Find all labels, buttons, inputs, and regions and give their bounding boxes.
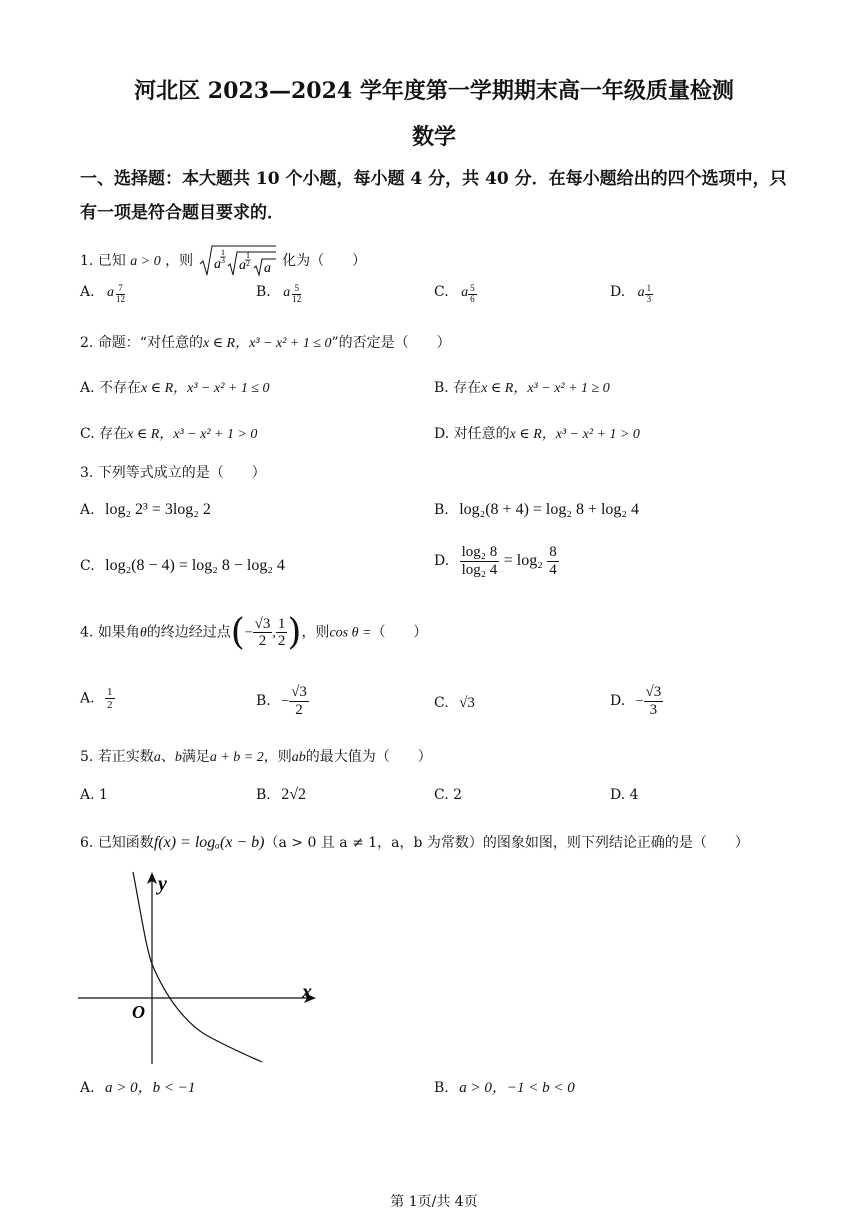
question-2-stem	[80, 332, 451, 352]
q4-right-paren: )	[287, 612, 302, 653]
q4-option-b-num: √3	[291, 684, 307, 700]
q5-var-a: a	[153, 750, 161, 765]
q6-function: f(x) = logₐ(x − b)	[153, 834, 265, 851]
x-axis-label: x	[302, 981, 312, 1003]
q1-option-c-label: C.	[434, 284, 449, 300]
svg-text:3: 3	[220, 256, 225, 265]
q4-ask: cos θ =	[329, 625, 372, 641]
q4-option-d-num: √3	[645, 684, 662, 700]
q5-option-b-math: 2√2	[281, 786, 306, 803]
question-3-stem	[80, 462, 266, 482]
q4-point-x-den: 2	[258, 633, 267, 649]
q1-option-d-exp-den: 3	[646, 293, 652, 304]
q3-option-d-rhs-fraction	[547, 544, 559, 578]
q2-option-a[interactable]	[80, 377, 270, 397]
q1-option-b-base: a	[283, 285, 291, 300]
q4-option-b-den: 2	[295, 701, 303, 718]
q4-option-c-math: √3	[459, 695, 475, 711]
y-axis-label: y	[158, 873, 167, 895]
q2-option-c-math: x ∈ R，x³ − x² + 1 > 0	[127, 427, 258, 442]
q5-mid2: ，则	[263, 749, 292, 765]
q1-option-b[interactable]	[256, 284, 303, 305]
question-1-stem	[80, 244, 366, 278]
q4-point-y	[276, 616, 288, 650]
q3-option-d-lhs-fraction	[460, 544, 500, 578]
q3-option-a-label: A.	[80, 502, 95, 518]
q1-option-d-exp-num: 1	[646, 283, 652, 293]
q5-sep: 、	[160, 749, 175, 765]
subject-title: 数学	[411, 124, 456, 150]
q2-number: 2.	[80, 335, 94, 351]
q4-option-d[interactable]	[610, 684, 663, 718]
q2-option-b-text: 存在	[453, 380, 482, 396]
question-6-stem	[80, 832, 749, 852]
origin-label: O	[132, 1002, 145, 1022]
q1-option-b-exp-den: 12	[292, 293, 302, 304]
q4-left-paren: (	[230, 612, 245, 653]
q5-option-c-math: 2	[453, 787, 463, 803]
q1-option-c[interactable]	[434, 284, 477, 305]
q5-option-a-math: 1	[99, 787, 108, 803]
q3-option-c[interactable]	[80, 557, 285, 575]
q1-option-c-exp-den: 6	[470, 293, 475, 304]
q2-option-a-text: 不存在	[99, 380, 142, 396]
q4-option-a-den: 2	[107, 699, 113, 712]
q2-option-a-label: A.	[80, 380, 95, 396]
q5-option-a-label: A.	[80, 787, 95, 803]
q2-option-d-label: D.	[434, 426, 450, 442]
q4-option-d-sign: −	[635, 694, 644, 709]
q5-option-c-label: C.	[434, 787, 449, 803]
q6-pre: 已知函数	[97, 835, 154, 851]
question-5-stem	[80, 746, 432, 766]
q3-option-b-label: B.	[434, 502, 449, 518]
q1-option-c-exp-num: 5	[470, 283, 475, 293]
svg-text:2: 2	[245, 259, 250, 268]
q4-point-y-num: 1	[277, 615, 286, 632]
q1-option-a-label: A.	[80, 284, 95, 300]
q5-pre: 若正实数	[97, 749, 154, 765]
q4-option-a[interactable]	[80, 686, 115, 711]
q5-option-d[interactable]	[610, 787, 639, 803]
q1-post: 化为（ ）	[282, 253, 367, 269]
q2-option-c[interactable]	[80, 423, 257, 443]
q6-number: 6.	[80, 835, 94, 851]
q6-option-b-math: a > 0，−1 < b < 0	[459, 1080, 575, 1096]
q2-option-d[interactable]	[434, 423, 640, 443]
exam-title: 河北区 2023—2024 学年度第一学期期末高一年级质量检测	[134, 78, 734, 104]
q3-option-d-rhs-den: 4	[549, 561, 557, 578]
q4-number: 4.	[80, 624, 94, 641]
q2-stem-math: x ∈ R，x³ − x² + 1 ≤ 0	[202, 336, 332, 351]
q5-option-c[interactable]	[434, 787, 462, 803]
q3-option-d-lhs-den: log₂ 4	[461, 561, 498, 578]
q6-option-b-label: B.	[434, 1080, 449, 1096]
q1-option-d-base: a	[637, 285, 645, 300]
q5-number: 5.	[80, 749, 94, 765]
q2-option-a-math: x ∈ R，x³ − x² + 1 ≤ 0	[141, 381, 270, 396]
q1-option-a-base: a	[107, 285, 115, 300]
q1-option-a[interactable]	[80, 284, 127, 305]
q2-option-c-label: C.	[80, 426, 95, 442]
nested-radical-expression	[198, 244, 278, 278]
q3-option-d-label: D.	[434, 553, 450, 569]
q3-number: 3.	[80, 465, 94, 481]
svg-text:a: a	[213, 257, 221, 272]
q2-option-d-text: 对任意的	[453, 426, 510, 442]
q5-option-a[interactable]	[80, 787, 108, 803]
q3-option-c-math: log₂(8 − 4) = log₂ 8 − log₂ 4	[105, 557, 285, 574]
q3-option-b-math: log₂(8 + 4) = log₂ 8 + log₂ 4	[459, 501, 639, 518]
page-footer: 第 1页/共 4页	[390, 1194, 478, 1210]
q6-option-a-math: a > 0，b < −1	[105, 1080, 196, 1096]
q6-option-a-label: A.	[80, 1080, 95, 1096]
q3-option-a[interactable]	[80, 501, 211, 519]
q3-option-d-rhs: = log₂	[503, 552, 543, 569]
q5-option-d-math: 4	[629, 787, 639, 803]
q5-option-b-label: B.	[256, 787, 271, 803]
q3-option-a-math: log₂ 2³ = 3log₂ 2	[105, 501, 211, 518]
q4-mid: 的终边经过点	[146, 624, 231, 641]
q1-condition: a > 0	[130, 254, 161, 269]
svg-text:a: a	[263, 261, 271, 276]
q5-option-b[interactable]	[256, 786, 306, 804]
q1-option-a-exp-den: 12	[116, 293, 126, 304]
q6-option-b[interactable]	[434, 1076, 575, 1097]
q4-option-d-label: D.	[610, 693, 626, 709]
section-header-line1: 一、选择题：本大题共 10 个小题，每小题 4 分，共 40 分．在每小题给出的四个选项中，只	[80, 169, 787, 189]
q5-ab: ab	[291, 750, 306, 765]
section-header-line2: 有一项是符合题目要求的．	[80, 203, 284, 223]
q5-post: 的最大值为（ ）	[305, 749, 432, 765]
q2-option-b-label: B.	[434, 380, 449, 396]
q5-var-b: b	[174, 750, 182, 765]
q4-option-b-label: B.	[256, 693, 271, 709]
q4-option-a-label: A.	[80, 690, 95, 707]
q3-option-b[interactable]	[434, 501, 639, 519]
q2-stem-post: ”的否定是（ ）	[331, 335, 451, 351]
q6-option-a[interactable]	[80, 1076, 195, 1097]
q2-option-c-text: 存在	[99, 426, 128, 442]
q4-option-a-fraction	[105, 686, 115, 711]
q4-option-a-num: 1	[107, 686, 113, 698]
q1-option-d[interactable]	[610, 284, 653, 305]
q3-option-d[interactable]	[434, 544, 559, 578]
q4-option-d-den: 3	[649, 701, 658, 718]
q3-option-c-label: C.	[80, 558, 95, 574]
q4-point-x	[253, 616, 273, 650]
q2-stem-pre: 命题：“对任意的	[97, 335, 203, 351]
question-4-stem: 4. 如果角θ的终边经过点(− $\frac{√3}{2}$ , $\frac{1}{2}$ )，则cos θ =（ ）	[80, 612, 428, 653]
q4-pre: 如果角	[97, 624, 140, 641]
q4-tail: （ ）	[371, 624, 428, 641]
svg-text:1: 1	[245, 251, 250, 260]
q1-pre: 已知	[97, 253, 126, 269]
q1-option-b-label: B.	[256, 284, 271, 300]
q3-stem: 下列等式成立的是（ ）	[97, 465, 266, 481]
q4-post: ，则	[301, 624, 330, 641]
q1-option-a-exp-num: 7	[118, 283, 123, 293]
q5-mid: 满足	[181, 749, 210, 765]
q4-theta: θ	[139, 625, 147, 641]
q2-option-b-math: x ∈ R，x³ − x² + 1 ≥ 0	[481, 381, 610, 396]
q4-option-c[interactable]	[434, 695, 475, 712]
q4-option-d-fraction	[644, 684, 664, 718]
q4-option-c-label: C.	[434, 695, 449, 711]
q1-mid: ，则	[165, 253, 194, 269]
q1-option-d-label: D.	[610, 284, 626, 300]
q6-function-graph	[76, 868, 326, 1068]
q4-option-b-fraction	[289, 684, 309, 718]
q5-condition: a + b = 2	[209, 750, 264, 765]
q3-option-d-rhs-num: 8	[549, 544, 557, 560]
q4-option-b-sign: −	[281, 694, 290, 709]
q1-option-b-exp-num: 5	[294, 283, 299, 293]
q2-option-b[interactable]	[434, 377, 610, 397]
q4-point-x-num: √3	[254, 615, 271, 632]
svg-text:a: a	[238, 258, 246, 273]
q2-option-d-math: x ∈ R，x³ − x² + 1 > 0	[509, 427, 640, 442]
q5-option-d-label: D.	[610, 787, 626, 803]
q4-point-y-den: 2	[277, 633, 286, 649]
q1-number: 1.	[80, 253, 94, 269]
q3-option-d-lhs-num: log₂ 8	[461, 544, 498, 560]
q4-option-b[interactable]	[256, 684, 309, 718]
q1-option-c-base: a	[461, 285, 469, 300]
svg-text:1: 1	[220, 248, 225, 257]
q6-condition: （a > 0 且 a ≠ 1，a，b 为常数）的图象如图，则下列结论正确的是（ ）	[264, 835, 749, 851]
